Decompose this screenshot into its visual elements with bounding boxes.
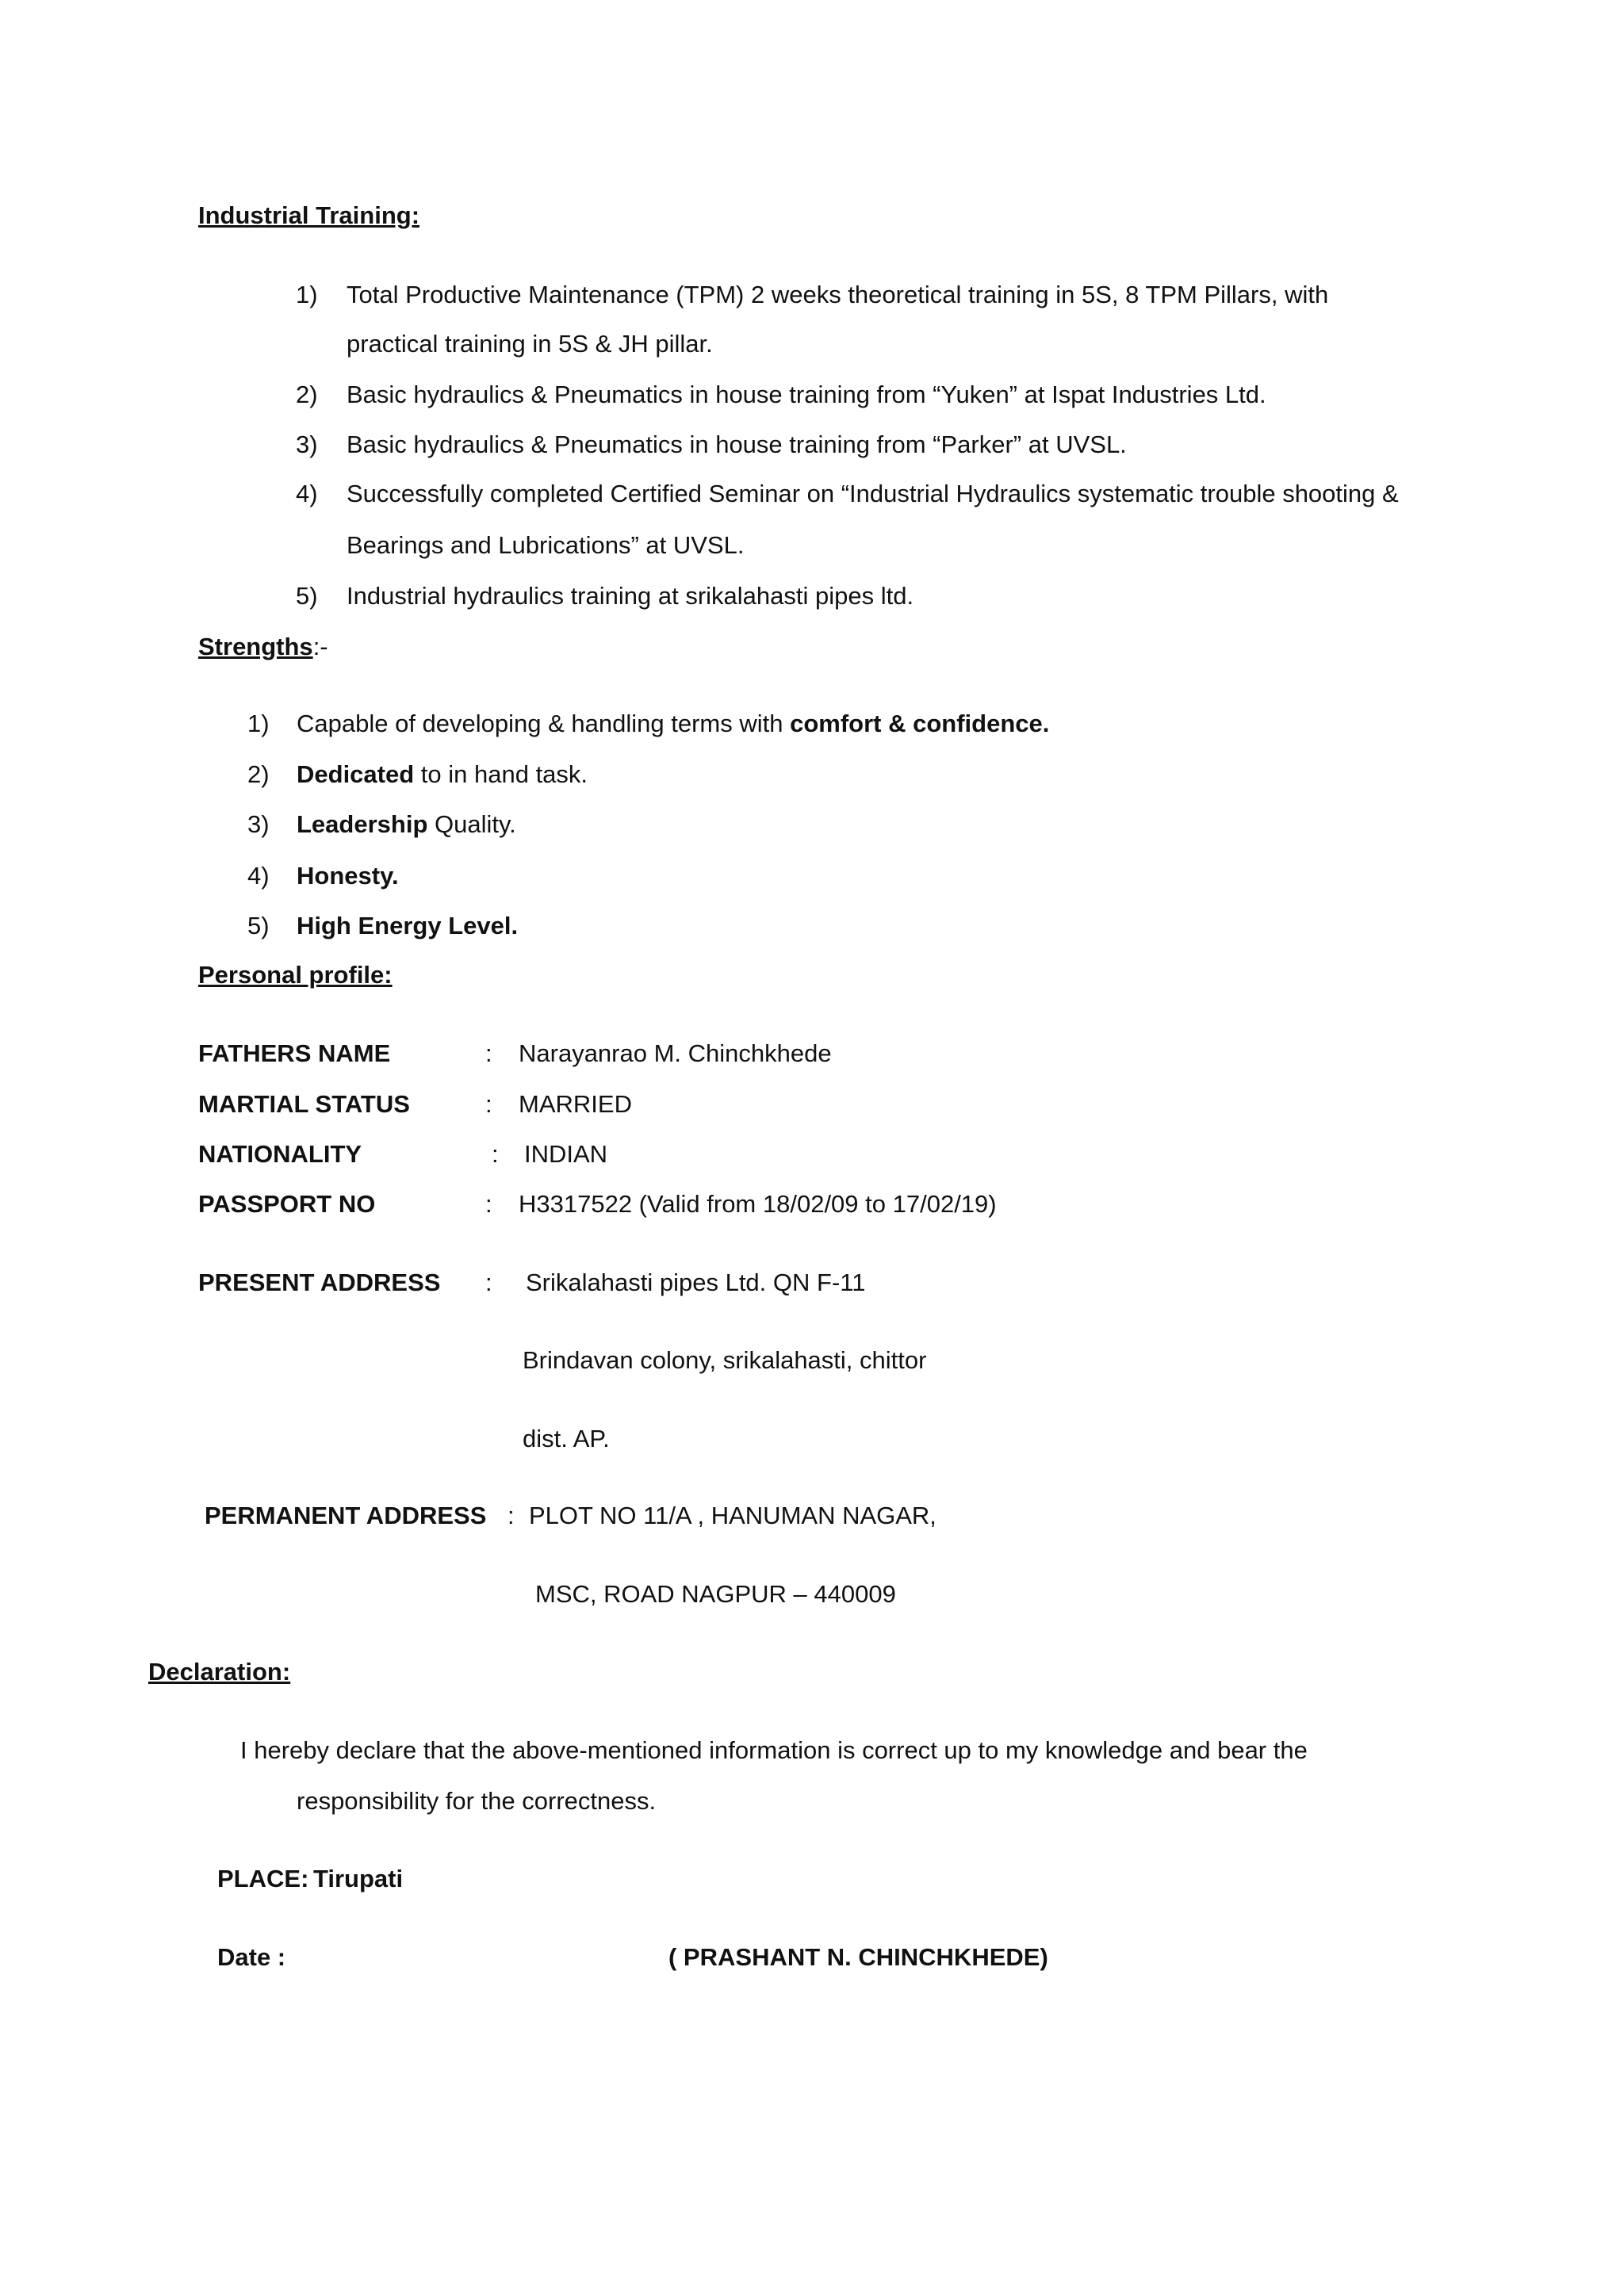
training-item-4-number: 4) [296, 480, 318, 507]
fathers-name-colon: : [485, 1039, 492, 1067]
training-item-1-text: Total Productive Maintenance (TPM) 2 weeks theoretical training in 5S, 8 TPM Pillars, with [347, 281, 1329, 308]
training-item-1-number: 1) [296, 281, 318, 308]
permanent-address-label: PERMANENT ADDRESS [205, 1502, 487, 1529]
strength-item-4-number: 4) [247, 862, 270, 890]
permanent-address-line2: MSC, ROAD NAGPUR – 440009 [535, 1580, 896, 1608]
place-label: PLACE: [217, 1865, 309, 1892]
personal-profile-heading: Personal profile: [198, 961, 393, 989]
strength-item-1 [297, 711, 1049, 736]
nationality-colon: : [492, 1140, 499, 1168]
present-address-label: PRESENT ADDRESS [198, 1269, 441, 1296]
strength-item-2-number: 2) [247, 760, 270, 788]
strength-item-1-number: 1) [247, 710, 270, 737]
training-item-4-text-cont: Bearings and Lubrications” at UVSL. [347, 531, 745, 559]
training-item-5-number: 5) [296, 582, 318, 610]
industrial-training-heading: Industrial Training: [198, 201, 420, 229]
training-item-3-text: Basic hydraulics & Pneumatics in house training from “Parker” at UVSL. [347, 430, 1127, 458]
declaration-text: I hereby declare that the above-mentioned information is correct up to my knowledge and bear the [240, 1736, 1308, 1764]
training-item-5-text: Industrial hydraulics training at srikalahasti pipes ltd. [347, 582, 914, 610]
martial-status-label: MARTIAL STATUS [198, 1090, 410, 1118]
strength-item-1-text: Capable of developing & handling terms with [297, 710, 791, 737]
place-value: Tirupati [313, 1865, 404, 1892]
strength-item-2-emphasis: Dedicated [297, 760, 415, 788]
nationality-value: INDIAN [524, 1140, 608, 1168]
training-item-3-number: 3) [296, 430, 318, 458]
strength-item-2 [297, 762, 588, 786]
training-item-1-text-cont: practical training in 5S & JH pillar. [347, 330, 713, 358]
passport-no-value: H3317522 (Valid from 18/02/09 to 17/02/19) [519, 1190, 997, 1218]
nationality-label: NATIONALITY [198, 1140, 362, 1168]
strength-item-5-emphasis: High Energy Level. [297, 912, 519, 939]
martial-status-value: MARRIED [519, 1090, 632, 1118]
strength-item-5-number: 5) [247, 912, 270, 939]
training-item-4-text: Successfully completed Certified Seminar on “Industrial Hydraulics systematic trouble shooting & [347, 480, 1399, 507]
training-item-2-number: 2) [296, 381, 318, 408]
present-address-line2: Brindavan colony, srikalahasti, chittor [523, 1346, 927, 1374]
fathers-name-label: FATHERS NAME [198, 1039, 391, 1067]
present-address-colon: : [485, 1269, 492, 1296]
declaration-text-cont: responsibility for the correctness. [297, 1787, 657, 1815]
strength-item-4-emphasis: Honesty. [297, 862, 399, 890]
present-address-line1: Srikalahasti pipes Ltd. QN F-11 [526, 1269, 866, 1296]
fathers-name-value: Narayanrao M. Chinchkhede [519, 1039, 832, 1067]
permanent-address-colon: : [508, 1502, 515, 1529]
training-item-2-text: Basic hydraulics & Pneumatics in house training from “Yuken” at Ispat Industries Ltd. [347, 381, 1266, 408]
passport-no-colon: : [485, 1190, 492, 1218]
strength-item-3-number: 3) [247, 810, 270, 838]
martial-status-colon: : [485, 1090, 492, 1118]
permanent-address-line1: PLOT NO 11/A , HANUMAN NAGAR, [529, 1502, 936, 1529]
strengths-heading-suffix: :- [312, 633, 328, 660]
strengths-heading [198, 634, 328, 659]
strength-item-3 [297, 812, 516, 836]
signature-name: ( PRASHANT N. CHINCHKHEDE) [668, 1943, 1048, 1971]
passport-no-label: PASSPORT NO [198, 1190, 376, 1218]
strength-item-3-emphasis: Leadership [297, 810, 428, 838]
date-label: Date : [217, 1943, 286, 1971]
strengths-heading-text: Strengths [198, 633, 313, 660]
declaration-heading: Declaration: [148, 1658, 291, 1686]
present-address-line3: dist. AP. [523, 1425, 610, 1452]
strength-item-3-text: Quality. [427, 810, 516, 838]
strength-item-2-text: to in hand task. [414, 760, 588, 788]
strength-item-1-emphasis: comfort & confidence. [790, 710, 1050, 737]
